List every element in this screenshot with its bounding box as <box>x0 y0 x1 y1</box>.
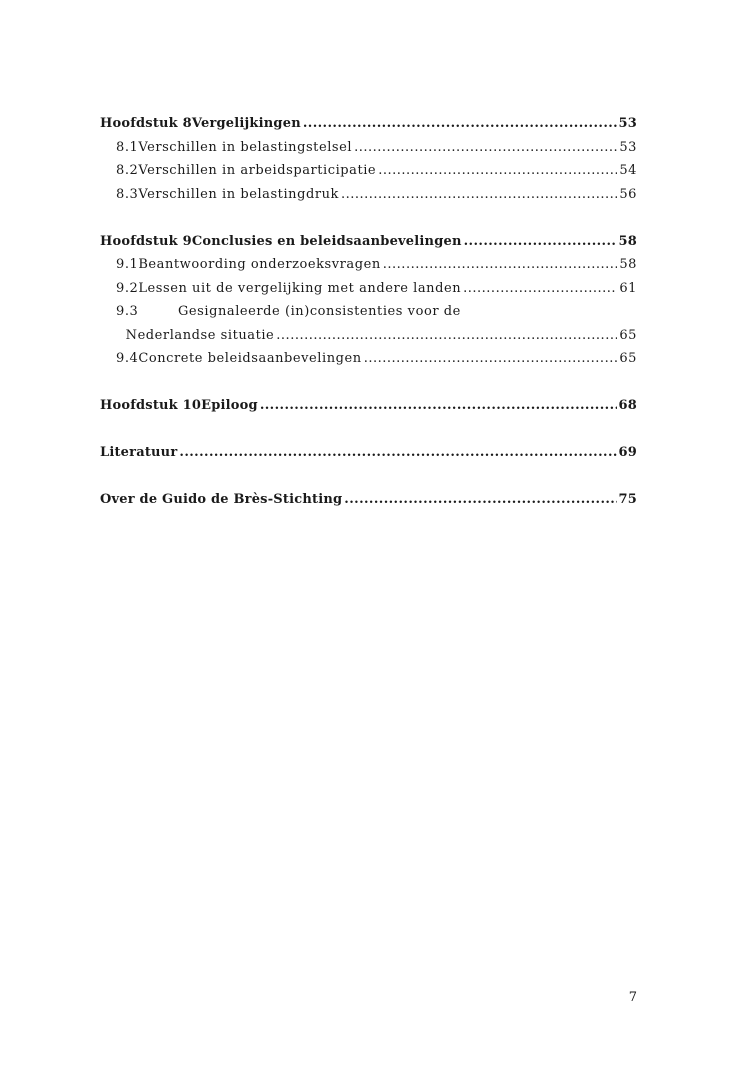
page-number: 53 <box>618 116 637 131</box>
toc-chapter-8[interactable] <box>100 112 637 136</box>
chapter-label: Hoofdstuk 9 <box>100 233 192 249</box>
dot-leader <box>354 136 617 160</box>
dot-leader <box>303 112 617 136</box>
section-number: 9.2 <box>116 280 139 296</box>
dot-leader <box>364 347 618 371</box>
section-title: Verschillen in belastingstelsel <box>138 139 353 155</box>
dot-leader <box>276 324 617 348</box>
dot-leader <box>464 230 617 254</box>
spacer <box>100 418 637 442</box>
toc-section-9-2[interactable] <box>100 277 637 301</box>
toc-section-9-1[interactable] <box>100 253 637 277</box>
section-number: 9.3 <box>116 304 139 319</box>
page-number: 61 <box>619 280 637 296</box>
toc-section-8-1[interactable] <box>100 136 637 160</box>
toc-literatuur[interactable] <box>100 441 637 465</box>
spacer <box>100 206 637 230</box>
dot-leader <box>378 159 617 183</box>
dot-leader <box>341 183 617 207</box>
toc-section-9-3-continued[interactable] <box>100 324 637 348</box>
section-title-line-2: Nederlandse situatie <box>125 327 275 343</box>
page-number: 54 <box>619 163 637 178</box>
toc-chapter-10[interactable] <box>100 394 637 418</box>
section-title: Concrete beleidsaanbevelingen <box>138 351 362 366</box>
dot-leader <box>179 441 616 465</box>
page-number: 65 <box>619 351 637 366</box>
section-title: Verschillen in arbeidsparticipatie <box>138 163 377 178</box>
chapter-label: Hoofdstuk 10 <box>100 398 202 413</box>
page-number: 53 <box>619 139 637 155</box>
page-number: 58 <box>618 233 637 249</box>
footer-page-number: 7 <box>628 990 637 1005</box>
spacer <box>100 371 637 395</box>
page-number: 75 <box>618 492 637 507</box>
section-number: 8.3 <box>116 186 139 202</box>
section-number: 8.1 <box>116 139 139 155</box>
spacer <box>100 465 637 489</box>
toc-section-8-2[interactable] <box>100 159 637 183</box>
chapter-title: Conclusies en beleidsaanbevelingen <box>191 233 462 249</box>
chapter-label: Hoofdstuk 8 <box>100 116 192 131</box>
section-number: 9.4 <box>116 351 139 366</box>
page-number: 65 <box>619 327 637 343</box>
section-title: Beantwoording onderzoeksvragen <box>138 257 381 272</box>
dot-leader <box>383 253 618 277</box>
chapter-title: Vergelijkingen <box>191 116 301 131</box>
toc-section-8-3[interactable] <box>100 183 637 207</box>
section-title-line-1: Gesignaleerde (in)consistenties voor de <box>178 304 461 319</box>
dot-leader <box>463 277 617 301</box>
chapter-title: Literatuur <box>100 445 178 460</box>
dot-leader <box>344 488 616 512</box>
section-title: Verschillen in belastingdruk <box>138 186 339 202</box>
section-title: Lessen uit de vergelijking met andere landen <box>138 280 462 296</box>
chapter-title: Epiloog <box>201 398 258 413</box>
section-number: 9.1 <box>116 257 139 272</box>
toc-section-9-3[interactable] <box>100 300 637 324</box>
toc-over-stichting[interactable] <box>100 488 637 512</box>
page-number: 68 <box>618 398 637 413</box>
page-number: 56 <box>619 186 637 202</box>
dot-leader <box>260 394 617 418</box>
table-of-contents <box>100 112 637 512</box>
page-number: 69 <box>618 445 637 460</box>
toc-section-9-4[interactable] <box>100 347 637 371</box>
chapter-title: Over de Guido de Brès-Stichting <box>100 492 343 507</box>
section-number: 8.2 <box>116 163 139 178</box>
toc-chapter-9[interactable] <box>100 230 637 254</box>
page-number: 58 <box>619 257 637 272</box>
